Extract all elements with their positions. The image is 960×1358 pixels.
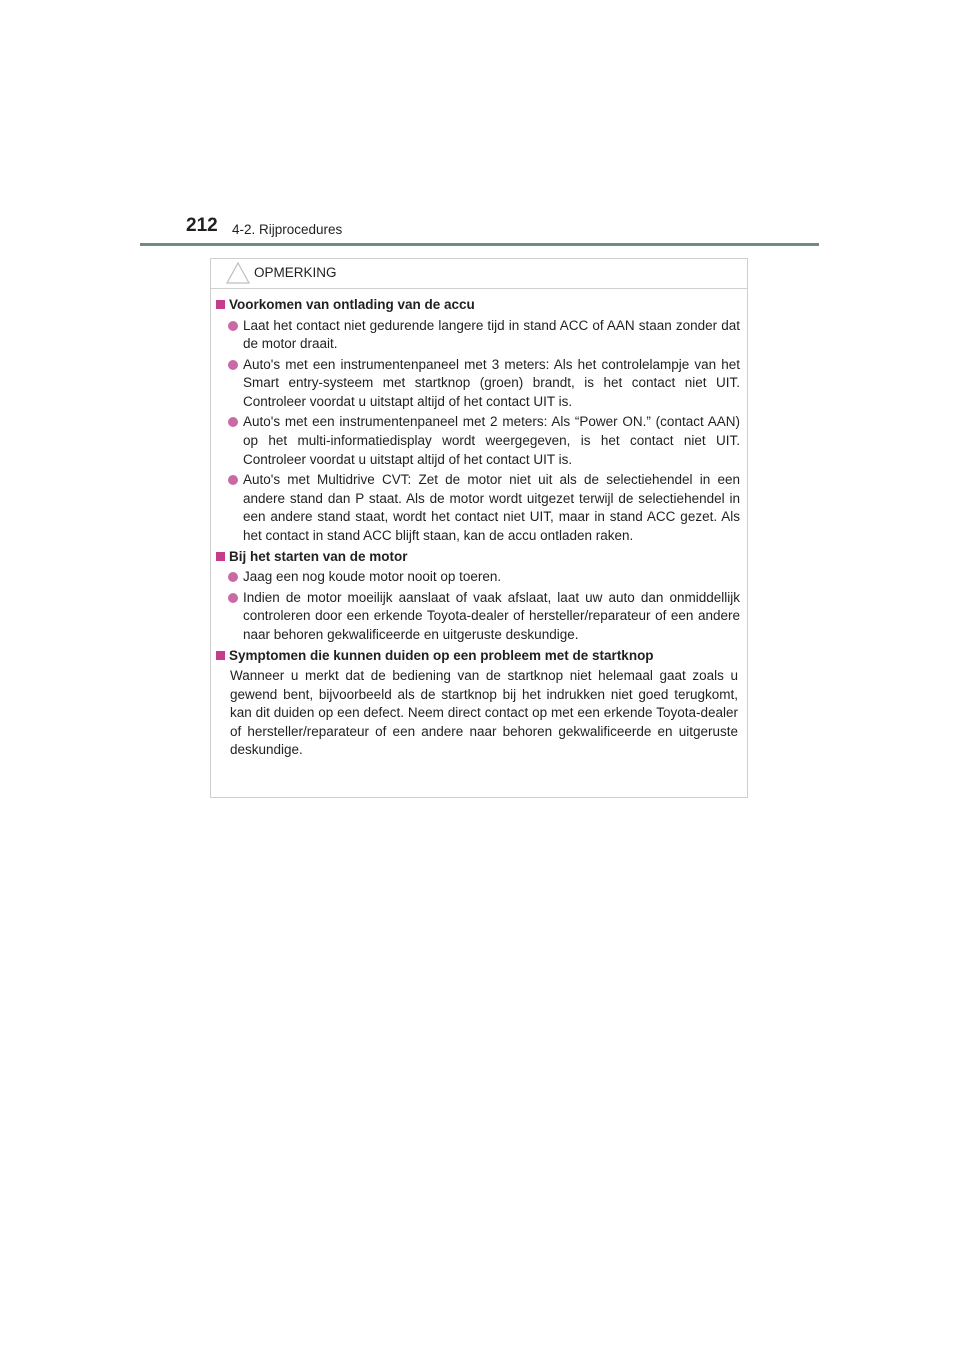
list-item [211, 568, 747, 587]
section-paragraph: Wanneer u merkt dat de bediening van de startknop niet helemaal gaat zoals u gewend bent, bijvoorbeeld als de startknop bij het indrukken niet goed terugkomt, kan dit duiden op een defect. Neem direct contact op met een erkende Toyota-dealer of hersteller/reparateur of een andere naar behoren gekwalificeerde en uitgeruste deskundige. [230, 668, 738, 758]
list-item [211, 413, 747, 469]
section-heading [211, 548, 747, 567]
list-item-text: Jaag een nog koude motor nooit op toeren. [243, 569, 502, 585]
list-item-text: Auto's met Multidrive CVT: Zet de motor niet uit als de selectiehendel in een andere stand dan P staat. Als de motor wordt uitgezet terwijl de selectiehendel in een andere stand staat, wordt het contact niet UIT, maar in stand ACC gezet. Als het contact in stand ACC blijft staan, kan de accu ontladen raken. [243, 472, 740, 544]
list-item [211, 589, 747, 645]
list-item-text: Auto's met een instrumentenpaneel met 2 meters: Als “Power ON.” (contact AAN) op het multi-informatiedisplay wordt weergegeven, is het contact niet UIT. Controleer voordat u uitstapt altijd of het contact UIT is. [243, 414, 740, 467]
section-heading-text: Symptomen die kunnen duiden op een probleem met de startknop [229, 647, 654, 663]
warning-triangle-icon [225, 261, 251, 285]
section-heading [211, 647, 747, 666]
list-item [211, 317, 747, 354]
notice-section [211, 647, 747, 760]
page-number: 212 [186, 215, 218, 236]
notice-section [211, 296, 747, 546]
notice-section [211, 548, 747, 645]
notice-header [211, 259, 747, 289]
square-bullet-icon [216, 300, 225, 309]
list-item-text: Laat het contact niet gedurende langere tijd in stand ACC of AAN staan zonder dat de motor draait. [243, 317, 740, 352]
round-bullet-icon [228, 360, 238, 370]
round-bullet-icon [228, 593, 238, 603]
round-bullet-icon [228, 572, 238, 582]
header-divider [140, 243, 819, 246]
round-bullet-icon [228, 417, 238, 427]
section-heading-text: Voorkomen van ontlading van de accu [229, 297, 475, 312]
page-header [0, 0, 960, 250]
list-item-text: Indien de motor moeilijk aanslaat of vaak afslaat, laat uw auto dan onmiddellijk controleren door een erkende Toyota-dealer of hersteller/reparateur of een andere naar behoren gekwalificeerde en uitgeruste deskundige. [243, 589, 740, 642]
section-heading-text: Bij het starten van de motor [229, 548, 408, 564]
list-item [211, 471, 747, 545]
square-bullet-icon [216, 552, 225, 561]
list-item [211, 356, 747, 412]
section-title: 4-2. Rijprocedures [232, 222, 343, 237]
section-heading [211, 296, 747, 315]
notice-box [210, 258, 748, 798]
list-item-text: Auto's met een instrumentenpaneel met 3 meters: Als het controlelampje van het Smart entry-systeem met startknop (groen) brandt, is het contact niet UIT. Controleer voordat u uitstapt altijd of het contact UIT is. [243, 356, 740, 409]
round-bullet-icon [228, 475, 238, 485]
round-bullet-icon [228, 321, 238, 331]
notice-body [211, 296, 747, 760]
notice-label: OPMERKING [254, 265, 337, 280]
square-bullet-icon [216, 651, 225, 660]
